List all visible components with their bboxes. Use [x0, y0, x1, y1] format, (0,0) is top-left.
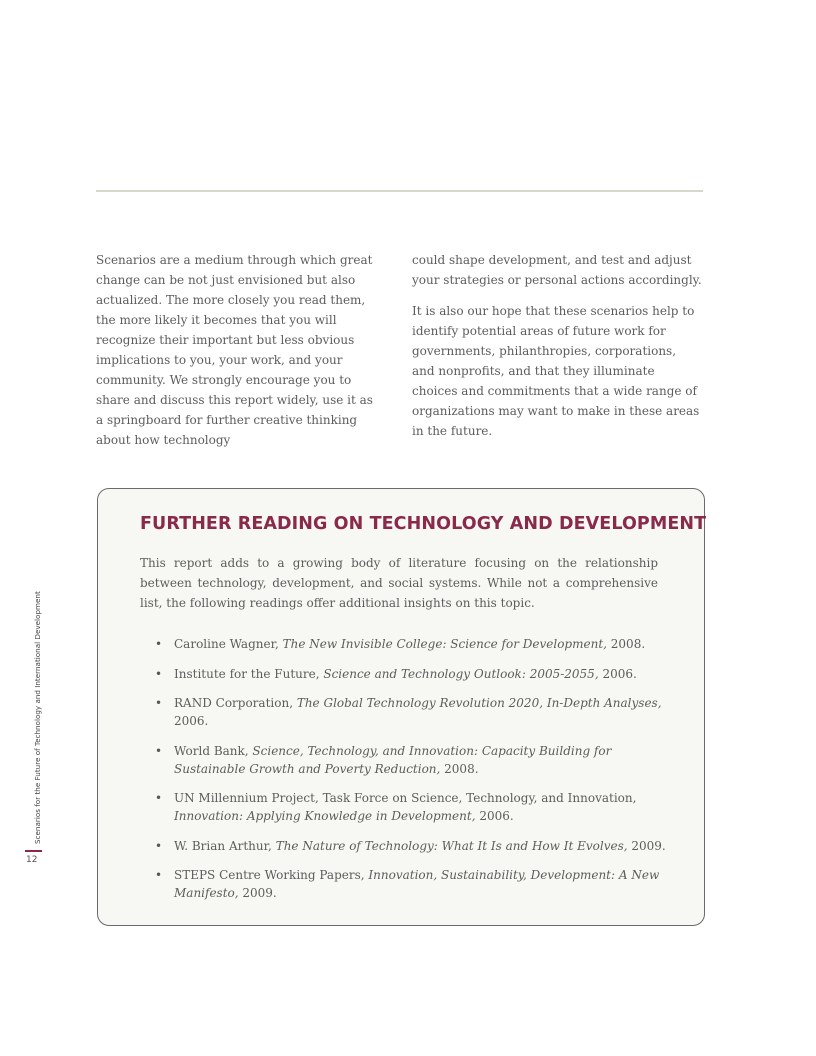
- reading-title: Science, Technology, and Innovation: Capacity Building for Sustainable Growth and Poverty Reduction,: [174, 743, 612, 776]
- list-item: [140, 837, 670, 855]
- body-column-left: [96, 250, 378, 461]
- reading-author: UN Millennium Project, Task Force on Science, Technology, and Innovation,: [174, 791, 637, 805]
- bullet-icon: •: [155, 791, 163, 805]
- reading-author: RAND Corporation,: [174, 696, 297, 710]
- header-rule: [96, 190, 703, 192]
- reading-title: Science and Technology Outlook: 2005-2055,: [323, 666, 599, 681]
- reading-year: 2006.: [174, 714, 209, 728]
- reading-author: STEPS Centre Working Papers,: [174, 868, 369, 882]
- reading-title: The New Invisible College: Science for Development,: [282, 637, 607, 651]
- reading-year: 2009.: [627, 838, 666, 853]
- reading-author: Institute for the Future,: [174, 666, 324, 681]
- reading-title: The Nature of Technology: What It Is and How It Evolves,: [275, 838, 628, 853]
- page-number-bar: [25, 850, 42, 852]
- bullet-icon: •: [155, 868, 163, 882]
- body-paragraph: It is also our hope that these scenarios help to identify potential areas of future work for governments, philanthropies, corporations, and nonprofits, and that they illuminate choices and commitments that a wide range of organizations may want to make in these areas in the future.: [412, 304, 700, 438]
- further-reading-intro: This report adds to a growing body of literature focusing on the relationship between technology, development, and social systems. While not a comprehensive list, the following readings offer additional insights on this topic.: [140, 556, 658, 610]
- reading-year: 2008.: [440, 761, 479, 776]
- reading-year: 2009.: [238, 886, 277, 900]
- reading-author: Caroline Wagner,: [174, 637, 283, 651]
- reading-list: [140, 635, 670, 914]
- further-reading-box: [97, 488, 705, 926]
- list-item: [140, 694, 670, 730]
- bullet-icon: •: [155, 838, 163, 853]
- page-number: 12: [26, 855, 38, 865]
- body-paragraph: could shape development, and test and adjust your strategies or personal actions accordingly.: [412, 253, 702, 287]
- reading-year: 2006.: [598, 666, 637, 681]
- list-item: [140, 789, 670, 825]
- bullet-icon: •: [155, 696, 163, 710]
- bullet-icon: •: [155, 743, 163, 758]
- reading-title: Innovation: Applying Knowledge in Development,: [174, 809, 476, 823]
- reading-title: Innovation, Sustainability, Development: A New Manifesto,: [174, 868, 660, 900]
- list-item: [140, 635, 670, 653]
- list-item: [140, 866, 670, 902]
- bullet-icon: •: [155, 666, 163, 681]
- running-title: Scenarios for the Future of Technology and International Development: [33, 591, 42, 844]
- reading-year: 2006.: [475, 809, 514, 823]
- reading-title: The Global Technology Revolution 2020, In-Depth Analyses,: [296, 696, 662, 710]
- body-column-right: [412, 250, 702, 452]
- further-reading-heading: FURTHER READING ON TECHNOLOGY AND DEVELOPMENT: [140, 514, 707, 534]
- reading-year: 2008.: [606, 637, 646, 651]
- body-paragraph: Scenarios are a medium through which great change can be not just envisioned but also actualized. The more closely you read them, the more likely it becomes that you will recognize their important but less obvious implications to you, your work, and your community. We strongly encourage you to share and discuss this report widely, use it as a springboard for further creative thinking about how technology: [96, 253, 373, 447]
- list-item: [140, 665, 670, 683]
- reading-author: World Bank,: [174, 743, 253, 758]
- bullet-icon: •: [155, 637, 163, 651]
- list-item: [140, 742, 670, 778]
- reading-author: W. Brian Arthur,: [174, 838, 276, 853]
